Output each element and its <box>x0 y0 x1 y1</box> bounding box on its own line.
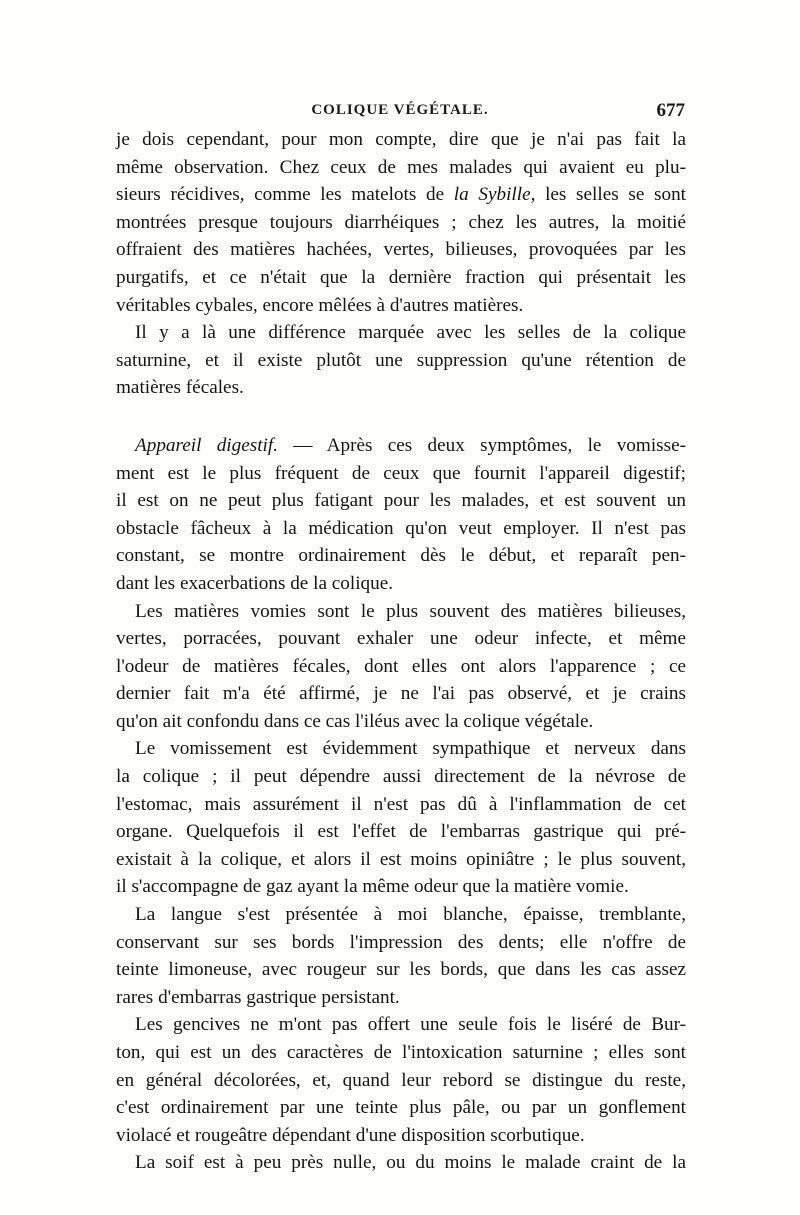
text-line: obstacle fâcheux à la médication qu'on veut employer. Il n'est pas <box>116 517 686 539</box>
text-run: , les selles se sont <box>530 184 686 206</box>
text-line: La langue s'est présentée à moi blanche, épaisse, tremblante, <box>135 904 686 926</box>
text-line: véritables cybales, encore mêlées à d'autres matières. <box>116 294 524 316</box>
text-line: qu'on ait confondu dans ce cas l'iléus avec la colique végétale. <box>116 710 594 732</box>
paragraph-8 <box>116 1149 686 1177</box>
text-line: offraient des matières hachées, vertes, bilieuses, provoquées par les <box>116 239 686 261</box>
text-line: ment est le plus fréquent de ceux que fournit l'appareil digestif; <box>116 462 686 484</box>
text-line: violacé et rougeâtre dépendant d'une disposition scorbutique. <box>116 1124 585 1146</box>
text-line: Les matières vomies sont le plus souvent des matières bilieuses, <box>135 600 686 622</box>
text-line: ton, qui est un des caractères de l'intoxication saturnine ; elles sont <box>116 1042 686 1063</box>
text-line: même observation. Chez ceux de mes malades qui avaient eu plu- <box>116 156 686 178</box>
text-line: organe. Quelquefois il est l'effet de l'embarras gastrique qui pré- <box>116 821 686 843</box>
text-line: rares d'embarras gastrique persistant. <box>116 986 400 1008</box>
paragraph-6 <box>116 901 686 1011</box>
text-line <box>116 181 686 209</box>
page-number: 677 <box>656 100 685 121</box>
text-line: teinte limoneuse, avec rougeur sur les bords, que dans les cas assez <box>116 959 686 981</box>
text-line: Il y a là une différence marquée avec les selles de la colique <box>135 322 686 344</box>
text-line: dant les exacerbations de la colique. <box>116 572 394 594</box>
text-line: je dois cependant, pour mon compte, dire que je n'ai pas fait la <box>116 129 686 150</box>
text-line: dernier fait m'a été affirmé, je ne l'ai pas observé, et je crains <box>116 683 686 705</box>
text-line: vertes, porracées, pouvant exhaler une odeur infecte, et même <box>116 628 686 650</box>
section-gap <box>116 402 686 432</box>
text-line: matières fécales. <box>116 377 244 399</box>
paragraph-1 <box>116 126 686 319</box>
ship-name: la Sybille <box>453 184 531 206</box>
section-heading: Appareil digestif. <box>135 434 278 456</box>
text-line: l'odeur de matières fécales, dont elles ont alors l'apparence ; ce <box>116 655 686 677</box>
text-line: constant, se montre ordinairement dès le début, et reparaît pen- <box>116 545 686 567</box>
text-line: il s'accompagne de gaz ayant la même odeur que la matière vomie. <box>116 876 629 898</box>
running-head <box>115 100 685 126</box>
paragraph-5 <box>116 735 686 901</box>
paragraph-4 <box>116 598 686 736</box>
text-line: La soif est à peu près nulle, ou du moins le malade craint de la <box>135 1152 686 1174</box>
running-title: COLIQUE VÉGÉTALE. <box>311 102 489 118</box>
text-line: Le vomissement est évidemment sympathique et nerveux dans <box>135 738 686 760</box>
text-line: il est on ne peut plus fatigant pour les malades, et est souvent un <box>116 490 686 512</box>
text-line: c'est ordinairement par une teinte plus pâle, ou par un gonflement <box>116 1097 686 1119</box>
text-line: l'estomac, mais assurément il n'est pas dû à l'inflammation de cet <box>116 793 686 815</box>
text-line: existait à la colique, et alors il est moins opiniâtre ; le plus souvent, <box>116 848 686 870</box>
body-text <box>116 126 686 1177</box>
text-line: la colique ; il peut dépendre aussi directement de la névrose de <box>116 766 686 788</box>
text-line: Les gencives ne m'ont pas offert une seule fois le liséré de Bur- <box>135 1014 686 1036</box>
paragraph-7 <box>116 1011 686 1149</box>
text-line: montrées presque toujours diarrhéiques ; chez les autres, la moitié <box>116 211 686 233</box>
text-run: sieurs récidives, comme les matelots de <box>116 184 454 206</box>
paragraph-appareil-digestif <box>116 432 686 598</box>
text-line: purgatifs, et ce n'était que la dernière fraction qui présentait les <box>116 266 686 288</box>
text-line: en général décolorées, et, quand leur rebord se distingue du reste, <box>116 1069 686 1091</box>
text-line: saturnine, et il existe plutôt une suppression qu'une rétention de <box>116 349 686 371</box>
text-line <box>116 432 686 460</box>
text-line: conservant sur ses bords l'impression des dents; elle n'offre de <box>116 931 686 953</box>
paragraph-2 <box>116 319 686 402</box>
text-run: — Après ces deux symptômes, le vomisse- <box>278 434 686 456</box>
